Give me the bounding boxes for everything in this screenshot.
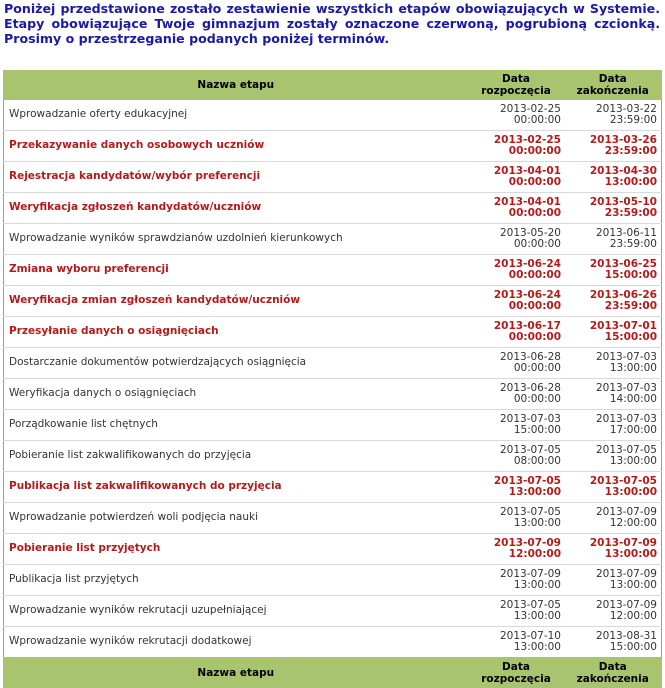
- stage-end-cell: [564, 193, 662, 224]
- stage-start-cell: [468, 565, 564, 596]
- stage-end-time: 17:00:00: [609, 424, 657, 436]
- stage-start-time: 00:00:00: [508, 300, 561, 312]
- stage-start-date: 2013-06-24: [493, 257, 561, 270]
- column-header-name: Nazwa etapu: [4, 71, 469, 100]
- stage-start-date: 2013-07-09: [493, 536, 561, 549]
- stage-start-cell: [468, 224, 564, 255]
- stage-start-cell: [468, 503, 564, 534]
- table-header-row: [4, 71, 662, 100]
- stage-start-time: 00:00:00: [513, 362, 561, 374]
- stage-end-date: 2013-05-10: [589, 195, 657, 208]
- stage-name: Weryfikacja zgłoszeń kandydatów/uczniów: [4, 193, 469, 224]
- stage-name: Wprowadzanie oferty edukacyjnej: [4, 100, 469, 131]
- stage-start-date: 2013-02-25: [493, 133, 561, 146]
- stage-start-time: 15:00:00: [513, 424, 561, 436]
- stage-start-time: 12:00:00: [508, 548, 561, 560]
- stage-end-cell: [564, 100, 662, 131]
- stage-start-date: 2013-07-10: [499, 629, 561, 642]
- stage-end-time: 15:00:00: [609, 641, 657, 653]
- stage-end-cell: [564, 565, 662, 596]
- table-row: [4, 224, 662, 255]
- stage-name: Weryfikacja zmian zgłoszeń kandydatów/uczniów: [4, 286, 469, 317]
- table-row: [4, 410, 662, 441]
- stage-name: Publikacja list zakwalifikowanych do przyjęcia: [4, 472, 469, 503]
- stage-start-time: 13:00:00: [513, 610, 561, 622]
- stage-start-cell: [468, 596, 564, 627]
- table-row: [4, 565, 662, 596]
- stage-start-cell: [468, 379, 564, 410]
- table-row: [4, 193, 662, 224]
- stage-end-date: 2013-07-09: [589, 536, 657, 549]
- stage-end-date: 2013-04-30: [589, 164, 657, 177]
- stage-start-time: 00:00:00: [508, 207, 561, 219]
- stage-name: Weryfikacja danych o osiągnięciach: [4, 379, 469, 410]
- stage-start-date: 2013-06-28: [499, 350, 561, 363]
- stage-start-cell: [468, 410, 564, 441]
- stage-start-date: 2013-07-03: [499, 412, 561, 425]
- stage-start-time: 00:00:00: [508, 145, 561, 157]
- table-row: [4, 534, 662, 565]
- stage-end-time: 15:00:00: [604, 269, 657, 281]
- stage-end-time: 13:00:00: [604, 486, 657, 498]
- stage-end-date: 2013-07-05: [589, 474, 657, 487]
- stage-end-cell: [564, 162, 662, 193]
- stage-end-date: 2013-08-31: [595, 629, 657, 642]
- stage-start-date: 2013-06-28: [499, 381, 561, 394]
- stage-name: Porządkowanie list chętnych: [4, 410, 469, 441]
- stages-table: [3, 70, 662, 688]
- stage-start-date: 2013-04-01: [493, 195, 561, 208]
- stage-end-date: 2013-06-11: [595, 226, 657, 239]
- stage-end-date: 2013-07-09: [595, 505, 657, 518]
- column-header-end-line1: Data: [598, 73, 627, 85]
- stage-end-cell: [564, 255, 662, 286]
- column-header-end: [564, 71, 662, 100]
- stage-start-date: 2013-07-05: [499, 443, 561, 456]
- table-row: [4, 596, 662, 627]
- stage-start-cell: [468, 317, 564, 348]
- stage-start-date: 2013-07-05: [493, 474, 561, 487]
- stage-end-time: 23:59:00: [609, 238, 657, 250]
- table-row: [4, 379, 662, 410]
- column-header-end-line2: zakończenia: [576, 85, 649, 97]
- stage-start-time: 13:00:00: [508, 486, 561, 498]
- stage-start-cell: [468, 131, 564, 162]
- column-footer-end: [564, 658, 662, 688]
- stage-end-cell: [564, 472, 662, 503]
- stage-start-time: 00:00:00: [508, 176, 561, 188]
- stage-end-cell: [564, 224, 662, 255]
- stage-end-date: 2013-03-26: [589, 133, 657, 146]
- stage-start-date: 2013-02-25: [499, 102, 561, 115]
- intro-paragraph: Poniżej przedstawione zostało zestawienie wszystkich etapów obowiązujących w Systemie. Etapy obowiązujące Twoje gimnazjum zostały oznaczone czerwoną, pogrubioną czcionką. Prosimy o przestrzeganie podanych poniżej terminów.: [4, 1, 660, 46]
- table-row: [4, 472, 662, 503]
- column-footer-end-line1: Data: [598, 660, 627, 673]
- stage-end-cell: [564, 534, 662, 565]
- stage-end-cell: [564, 503, 662, 534]
- stage-start-time: 13:00:00: [513, 517, 561, 529]
- stage-start-cell: [468, 472, 564, 503]
- stage-end-cell: [564, 348, 662, 379]
- column-footer-name: Nazwa etapu: [4, 658, 469, 688]
- stage-start-time: 13:00:00: [513, 641, 561, 653]
- stage-start-cell: [468, 162, 564, 193]
- stage-name: Publikacja list przyjętych: [4, 565, 469, 596]
- stage-end-cell: [564, 286, 662, 317]
- stage-start-cell: [468, 627, 564, 658]
- stage-start-date: 2013-05-20: [499, 226, 561, 239]
- stage-end-date: 2013-07-01: [589, 319, 657, 332]
- stage-end-cell: [564, 627, 662, 658]
- stage-start-date: 2013-07-05: [499, 505, 561, 518]
- stage-start-time: 00:00:00: [513, 114, 561, 126]
- table-row: [4, 317, 662, 348]
- stage-end-date: 2013-03-22: [595, 102, 657, 115]
- stage-end-time: 14:00:00: [609, 393, 657, 405]
- stage-start-cell: [468, 255, 564, 286]
- stage-end-date: 2013-07-05: [595, 443, 657, 456]
- stage-start-cell: [468, 441, 564, 472]
- stage-end-time: 15:00:00: [604, 331, 657, 343]
- stage-start-cell: [468, 348, 564, 379]
- stage-start-cell: [468, 534, 564, 565]
- stage-end-time: 13:00:00: [604, 176, 657, 188]
- stage-end-date: 2013-07-09: [595, 598, 657, 611]
- table-row: [4, 100, 662, 131]
- column-footer-start: [468, 658, 564, 688]
- table-footer-row: [4, 658, 662, 688]
- stage-name: Przekazywanie danych osobowych uczniów: [4, 131, 469, 162]
- stage-name: Rejestracja kandydatów/wybór preferencji: [4, 162, 469, 193]
- stage-name: Wprowadzanie wyników rekrutacji dodatkowej: [9, 635, 252, 648]
- table-row: [4, 162, 662, 193]
- stage-name: Wprowadzanie wyników rekrutacji uzupełniającej: [4, 596, 469, 627]
- table-row: [4, 627, 662, 658]
- stage-end-date: 2013-07-09: [595, 567, 657, 580]
- stage-name: Pobieranie list przyjętych: [4, 534, 469, 565]
- stage-name: Wprowadzanie wyników sprawdzianów uzdolnień kierunkowych: [4, 224, 469, 255]
- stage-end-date: 2013-06-26: [589, 288, 657, 301]
- stage-start-date: 2013-04-01: [493, 164, 561, 177]
- table-row: [4, 286, 662, 317]
- stage-end-time: 13:00:00: [609, 362, 657, 374]
- stage-name: Pobieranie list zakwalifikowanych do przyjęcia: [4, 441, 469, 472]
- stage-end-cell: [564, 410, 662, 441]
- stage-end-cell: [564, 441, 662, 472]
- stage-end-date: 2013-07-03: [595, 412, 657, 425]
- stage-end-date: 2013-06-25: [589, 257, 657, 270]
- stage-end-cell: [564, 596, 662, 627]
- stage-start-time: 08:00:00: [513, 455, 561, 467]
- stage-start-time: 13:00:00: [513, 579, 561, 591]
- stage-name: Przesyłanie danych o osiągnięciach: [4, 317, 469, 348]
- stage-end-time: 13:00:00: [609, 579, 657, 591]
- stage-name: Zmiana wyboru preferencji: [4, 255, 469, 286]
- column-footer-start-line2: rozpoczęcia: [481, 672, 551, 685]
- column-header-start: [468, 71, 564, 100]
- stage-end-time: 12:00:00: [609, 610, 657, 622]
- stage-name: Wprowadzanie potwierdzeń woli podjęcia nauki: [4, 503, 469, 534]
- stage-start-date: 2013-06-24: [493, 288, 561, 301]
- stage-start-date: 2013-07-09: [499, 567, 561, 580]
- column-header-start-line2: rozpoczęcia: [481, 85, 551, 97]
- stage-end-time: 23:59:00: [604, 145, 657, 157]
- stage-end-time: 13:00:00: [609, 455, 657, 467]
- stage-start-cell: [468, 286, 564, 317]
- stage-start-date: 2013-07-05: [499, 598, 561, 611]
- table-row: [4, 255, 662, 286]
- table-row: [4, 348, 662, 379]
- stage-start-cell: [468, 193, 564, 224]
- stage-end-time: 13:00:00: [604, 548, 657, 560]
- table-row: [4, 131, 662, 162]
- column-footer-start-line1: Data: [502, 660, 530, 673]
- stage-end-time: 23:59:00: [609, 114, 657, 126]
- stage-end-date: 2013-07-03: [595, 381, 657, 394]
- table-row: [4, 441, 662, 472]
- column-header-start-line1: Data: [502, 73, 530, 85]
- stage-start-cell: [468, 100, 564, 131]
- stage-end-cell: [564, 379, 662, 410]
- stage-name: Dostarczanie dokumentów potwierdzających osiągnięcia: [4, 348, 469, 379]
- stage-start-date: 2013-06-17: [493, 319, 561, 332]
- table-row: [4, 503, 662, 534]
- stage-start-time: 00:00:00: [508, 331, 561, 343]
- column-footer-end-line2: zakończenia: [576, 672, 649, 685]
- stage-end-time: 12:00:00: [609, 517, 657, 529]
- table-body: [4, 100, 662, 658]
- stage-end-date: 2013-07-03: [595, 350, 657, 363]
- stage-start-time: 00:00:00: [508, 269, 561, 281]
- stage-end-cell: [564, 317, 662, 348]
- stage-end-cell: [564, 131, 662, 162]
- stage-end-time: 23:59:00: [604, 300, 657, 312]
- stage-start-time: 00:00:00: [513, 238, 561, 250]
- stage-end-time: 23:59:00: [604, 207, 657, 219]
- stage-start-time: 00:00:00: [513, 393, 561, 405]
